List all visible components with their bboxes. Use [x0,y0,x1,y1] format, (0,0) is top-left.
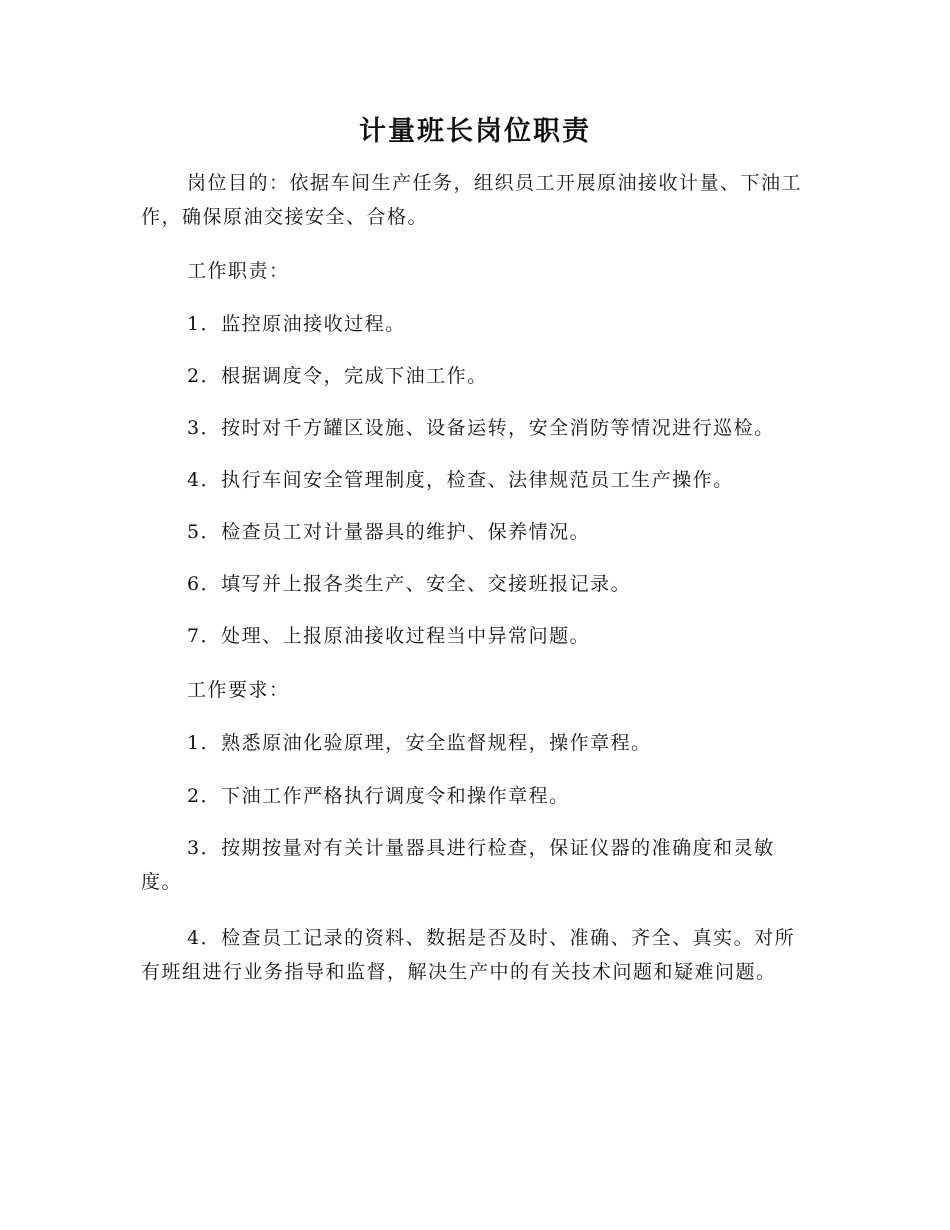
duty-item-2: 2．根据调度令，完成下油工作。 [187,365,488,387]
duty-item-6: 6．填写并上报各类生产、安全、交接班报记录。 [187,573,632,595]
duty-item-5: 5．检查员工对计量器具的维护、保养情况。 [187,521,591,543]
duty-item-7: 7．处理、上报原油接收过程当中异常问题。 [187,625,591,647]
duty-item-4: 4．执行车间安全管理制度，检查、法律规范员工生产操作。 [187,469,734,491]
requirement-item-3: 3．按期按量对有关计量器具进行检查，保证仪器的准确度和灵敏度。 [141,837,775,893]
requirement-item-4: 4．检查员工记录的资料、数据是否及时、准确、齐全、真实。对所有班组进行业务指导和监督，解决生产中的有关技术问题和疑难问题。 [141,927,796,983]
requirement-item-2: 2．下油工作严格执行调度令和操作章程。 [187,785,570,807]
duties-heading: 工作职责： [187,260,290,282]
requirement-item-1: 1．熟悉原油化验原理，安全监督规程，操作章程。 [187,732,652,754]
purpose-paragraph: 岗位目的：依据车间生产任务，组织员工开展原油接收计量、下油工作，确保原油交接安全、合格。 [141,172,803,228]
requirements-heading: 工作要求： [187,679,290,701]
document-title: 计量班长岗位职责 [359,116,591,147]
duty-item-3: 3．按时对千方罐区设施、设备运转，安全消防等情况进行巡检。 [187,417,775,439]
duty-item-1: 1．监控原油接收过程。 [187,313,406,335]
